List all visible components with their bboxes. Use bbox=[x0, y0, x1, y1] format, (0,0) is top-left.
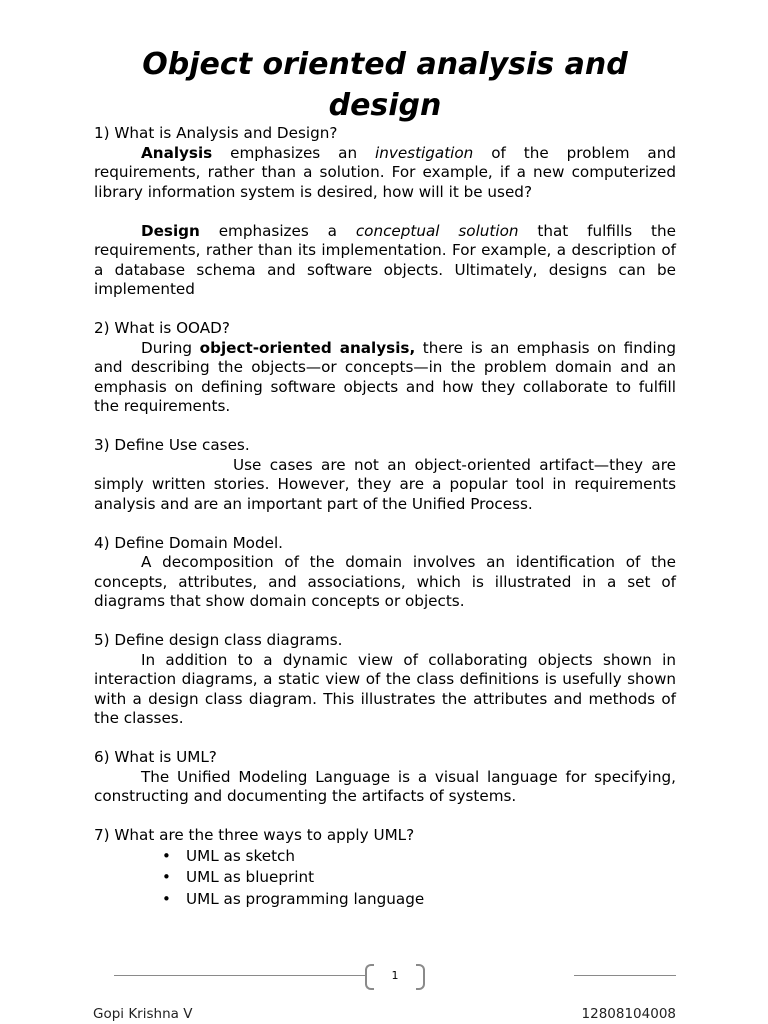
answer-1-design-part2: that fulfills the requirements, rather than its implementation. For example, a description of a database schema and software objects. Ultimately, designs can be implemented bbox=[94, 221, 676, 298]
answer-1-analysis bbox=[94, 144, 676, 203]
answer-1-design bbox=[94, 222, 676, 300]
answer-2-rest: there is an emphasis on finding and describing the objects—or concepts—in the problem domain and an emphasis on defining software objects and how they collaborate to fulfill the requirements. bbox=[94, 338, 676, 415]
answer-3: Use cases are not an object-oriented artifact—they are simply written stories. However, they are a popular tool in requirements analysis and are an important part of the Unified Process. bbox=[94, 455, 676, 513]
term-object-oriented-analysis: object-oriented analysis, bbox=[199, 338, 416, 357]
answer-2 bbox=[94, 339, 676, 417]
document-body bbox=[94, 124, 676, 910]
page-number: 1 bbox=[391, 969, 399, 982]
list-item: • UML as blueprint bbox=[162, 867, 676, 889]
answer-1-analysis-part2: of the problem and requirements, rather than a solution. For example, if a new computerized library information system is desired, how will it be used? bbox=[94, 143, 676, 201]
question-7: 7) What are the three ways to apply UML? bbox=[94, 826, 415, 844]
list-item: • UML as programming language bbox=[162, 889, 676, 911]
list-item: • UML as sketch bbox=[162, 846, 676, 868]
footer-divider-left bbox=[114, 975, 366, 976]
answer-2-lead: During bbox=[141, 338, 200, 357]
bullet-icon: • bbox=[162, 889, 171, 908]
bracket-left-icon bbox=[365, 964, 374, 990]
answer-1-analysis-part1: emphasizes an bbox=[212, 143, 375, 162]
answer-1-design-part1: emphasizes a bbox=[199, 221, 356, 240]
term-analysis: Analysis bbox=[141, 143, 213, 162]
question-4: 4) Define Domain Model. bbox=[94, 533, 284, 552]
answer-5: In addition to a dynamic view of collaborating objects shown in interaction diagrams, a static view of the class definitions is usefully shown with a design class diagram. This illustrates the attributes and methods of the classes. bbox=[94, 650, 676, 727]
uml-ways-list bbox=[94, 846, 676, 911]
footer-author: Gopi Krishna V bbox=[93, 1006, 193, 1022]
question-2: 2) What is OOAD? bbox=[94, 319, 230, 337]
answer-4: A decomposition of the domain involves an identification of the concepts, attributes, and associations, which is illustrated in a set of diagrams that show domain concepts or objects. bbox=[94, 553, 676, 610]
question-6: 6) What is UML? bbox=[94, 748, 217, 766]
bracket-right-icon bbox=[416, 964, 425, 990]
question-5: 5) Define design class diagrams. bbox=[94, 631, 343, 649]
answer-6: The Unified Modeling Language is a visual language for specifying, constructing and documenting the artifacts of systems. bbox=[94, 767, 676, 805]
page-number-box bbox=[365, 964, 425, 988]
footer-divider-right bbox=[574, 975, 676, 976]
term-design: Design bbox=[141, 221, 200, 240]
emphasis-conceptual-solution: conceptual solution bbox=[355, 221, 519, 240]
question-3: 3) Define Use cases. bbox=[94, 436, 250, 454]
question-1: 1) What is Analysis and Design? bbox=[94, 124, 338, 142]
emphasis-investigation: investigation bbox=[375, 143, 474, 162]
bullet-icon: • bbox=[162, 868, 171, 886]
page-title: Object oriented analysis and design bbox=[142, 47, 628, 123]
bullet-icon: • bbox=[162, 846, 171, 865]
footer-id-number: 12808104008 bbox=[581, 1006, 676, 1022]
